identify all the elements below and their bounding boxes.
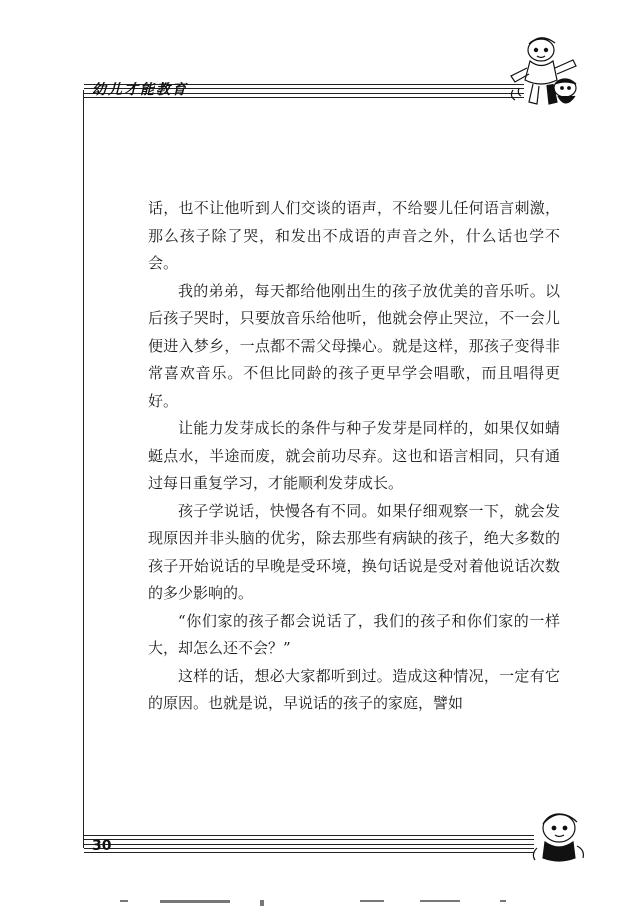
paragraph: 这样的话，想必大家都听到过。造成这种情况，一定有它的原因。也就是说，早说话的孩子的家庭，譬如 <box>148 666 560 712</box>
paragraph: “你们家的孩子都会说话了，我们的孩子和你们家的一样大，却怎么还不会？” <box>148 611 560 657</box>
scan-artifact <box>120 900 520 914</box>
cartoon-children-icon <box>503 30 588 112</box>
page-left-rule <box>83 90 84 848</box>
cartoon-child-icon <box>525 808 587 866</box>
body-text <box>148 195 560 718</box>
paragraph: 话，也不让他听到人们交谈的语声，不给婴儿任何语言刺激，那么孩子除了哭，和发出不成语的声音之外，什么话也学不会。 <box>148 199 560 272</box>
running-header-title: 幼儿才能教育 <box>92 82 188 98</box>
paragraph: 我的弟弟，每天都给他刚出生的孩子放优美的音乐听。以后孩子哭时，只要放音乐给他听，他就会停止哭泣，不一会儿便进入梦乡，一点都不需父母操心。就是这样，那孩子变得非常喜欢音乐。不但比同龄的孩子更早学会唱歌，而且唱得更好。 <box>148 281 560 410</box>
paragraph: 让能力发芽成长的条件与种子发芽是同样的，如果仅如蜻蜓点水，半途而废，就会前功尽弃。这也和语言相同，只有通过每日重复学习，才能顺利发芽成长。 <box>148 419 560 492</box>
footer-staff-lines <box>84 835 534 853</box>
paragraph: 孩子学说话，快慢各有不同。如果仔细观察一下，就会发现原因并非头脑的优劣，除去那些有病缺的孩子，绝大多数的孩子开始说话的早晚是受环境，换句话说是受对着他说话次数的多少影响的。 <box>148 501 560 602</box>
page-number: 30 <box>92 838 112 854</box>
